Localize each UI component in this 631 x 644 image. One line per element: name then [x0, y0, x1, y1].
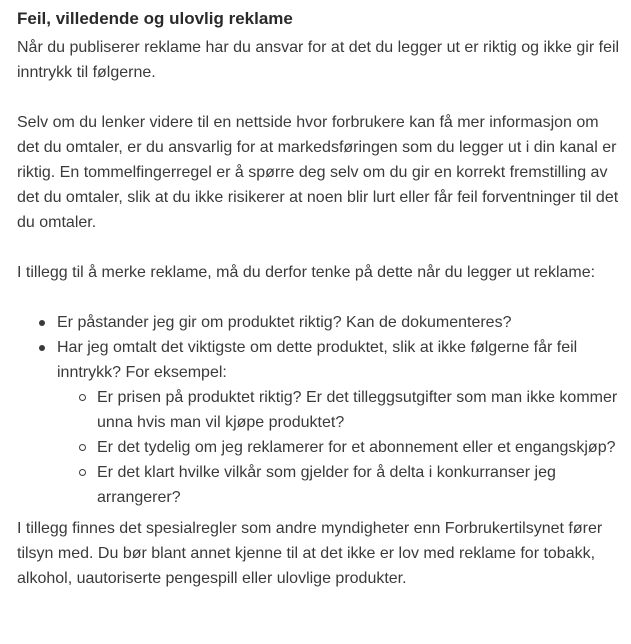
special-rules-paragraph: I tillegg finnes det spesialregler som andre myndigheter enn Forbrukertilsynet fører tilsyn med. Du bør blant annet kjenne til at det ikke er lov med reklame for tobakk, alkohol, uautoriserte pengespill eller ulovlige produkter. [17, 520, 603, 587]
sub-list-item-text: Er prisen på produktet riktig? Er det tilleggsutgifter som man ikke kommer unna hvis man vil kjøpe produktet? [97, 389, 618, 431]
section-heading: Feil, villedende og ulovlig reklame [17, 9, 293, 28]
sub-list-item [97, 460, 621, 510]
sub-list-item-text: Er det klart hvilke vilkår som gjelder for å delta i konkurranser jeg arrangerer? [97, 464, 556, 506]
list-item [57, 335, 621, 510]
sub-list-item [97, 385, 621, 435]
sub-list-item [97, 435, 621, 460]
checklist [17, 310, 621, 510]
intro-paragraph: Når du publiserer reklame har du ansvar for at det du legger ut er riktig og ikke gir feil inntrykk til følgerne. [17, 39, 620, 81]
sub-checklist [57, 385, 621, 510]
checklist-intro-paragraph: I tillegg til å merke reklame, må du derfor tenke på dette når du legger ut reklame: [17, 264, 596, 281]
list-item [57, 310, 621, 335]
responsibility-paragraph: Selv om du lenker videre til en nettside hvor forbrukere kan få mer informasjon om det du omtaler, er du ansvarlig for at markedsføringen som du legger ut i din kanal er riktig. En tommelfingerregel er å spørre deg selv om du gir en korrekt fremstilling av det du omtaler, slik at du ikke risikerer at noen blir lurt eller får feil forventninger til det du omtaler. [17, 114, 619, 231]
list-item-text: Har jeg omtalt det viktigste om dette produktet, slik at ikke følgerne får feil inntrykk? For eksempel: [57, 339, 578, 381]
list-item-text: Er påstander jeg gir om produktet riktig? Kan de dokumenteres? [57, 314, 512, 331]
sub-list-item-text: Er det tydelig om jeg reklamerer for et abonnement eller et engangskjøp? [97, 439, 616, 456]
